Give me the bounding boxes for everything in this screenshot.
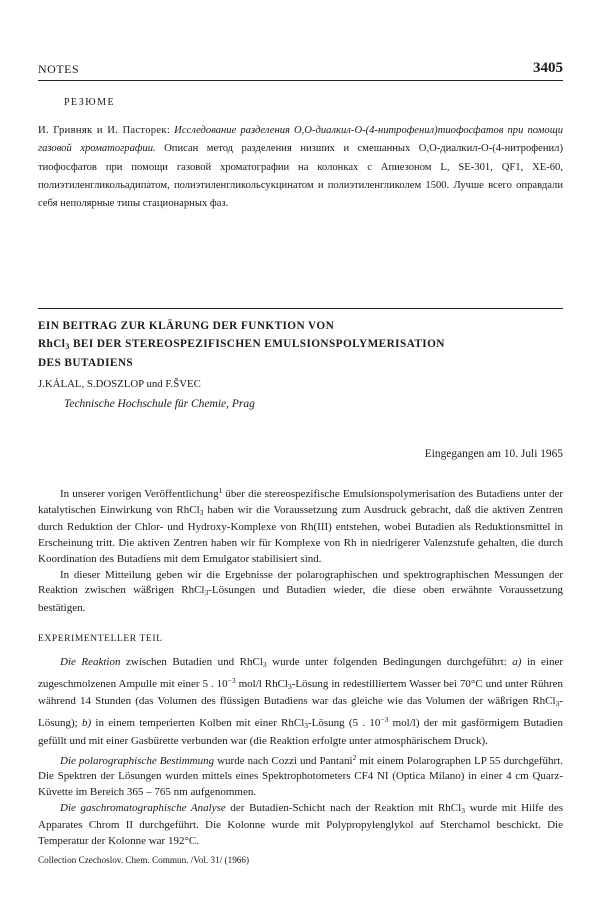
section-rule <box>38 308 563 309</box>
italic-lead: Die gaschromatographische Analyse <box>60 801 226 814</box>
text-run: zwischen Butadien und RhCl <box>120 656 263 668</box>
text-run: der Butadien-Schicht nach der Reaktion mit RhCl <box>225 801 462 814</box>
title-subscript: 3 <box>65 341 70 351</box>
introduction <box>38 483 563 617</box>
reaction-paragraph <box>38 655 563 750</box>
experimental-section <box>38 655 563 850</box>
subscript: 3 <box>199 507 204 517</box>
header-rule <box>38 80 563 81</box>
intro-paragraph-2 <box>38 568 563 617</box>
text-run: in einer zugeschmolzenen Ampulle mit einer 5 . 10 <box>38 656 564 690</box>
italic-lead: Die polarographische Bestimmung <box>60 754 215 767</box>
text-run: -Lösung); <box>38 695 563 730</box>
title-rhcl: RhCl <box>38 337 66 350</box>
polarography-paragraph <box>38 750 563 801</box>
text-run: in einem temperierten Kolben mit einer RhCl <box>91 717 305 730</box>
page-header <box>38 62 563 80</box>
text-run: wurde nach Cozzi und Pantani <box>214 754 353 767</box>
subscript: 3 <box>304 721 308 731</box>
item-marker: a) <box>512 656 522 668</box>
chromatography-paragraph <box>38 801 563 850</box>
text-run: mol/l RhCl <box>235 677 288 690</box>
journal-citation: Collection Czechoslov. Chem. Commun. /Vol. 31/ (1966) <box>38 855 250 865</box>
reference-marker: 1 <box>218 486 223 495</box>
resume-authors: И. Гривняк и И. Пасторек: <box>38 125 171 136</box>
text-run: -Lösung in redestilliertem Wasser bei 70°C und unter Rühren während 14 Stunden (das Volumen des flüssigen Butadiens war das gleiche wie das Volumen der wäßrigen RhCl <box>38 677 563 708</box>
text-run: -Lösung (5 . 10 <box>308 717 381 730</box>
subscript: 3 <box>555 699 560 709</box>
item-marker: b) <box>81 717 92 730</box>
title-line-2-rest: BEI DER STEREOSPEZIFISCHEN EMULSIONSPOLYMERISATION <box>69 337 445 350</box>
article-authors: J.KÁLAL, S.DOSZLOP und F.ŠVEC <box>38 378 201 390</box>
text-run: wurde unter folgenden Bedingungen durchgeführt: <box>266 656 513 668</box>
subscript: 3 <box>204 588 209 598</box>
resume-title: Исследование разделения О,О-диалкил-О-(4-нитрофенил)тиофосфатов при помощи газовой хроматографии. <box>38 125 563 155</box>
text-run: -Lösungen und Butadien wieder, die diese oben erwähnte Voraussetzung bestätigen. <box>38 584 563 614</box>
text-run: haben wir die Voraussetzung zum Ausdruck gebracht, daß die aktiven Zentren durch Reduktion der Chlor- und Hydroxy-Komplexe von Rh(III) entstehen, wobei Butadien als Reduktionsmittel in Erscheinung tritt. Die aktiven Zentren haben wir für Komplexe von Rh in niedrigerer Valenzstufe gehalten, die durch Koordination des Butadiens mit dem Emulgator stabilisiert sind. <box>38 503 564 565</box>
title-line-3: DES BUTADIENS <box>38 357 134 369</box>
subscript: 3 <box>461 805 465 815</box>
text-run: In dieser Mitteilung geben wir die Ergebnisse der polarographischen und spektrographischen Messungen der Reaktion zwischen wäßrigen RhCl <box>38 568 563 597</box>
resume-paragraph <box>38 122 563 213</box>
section-label: NOTES <box>38 62 80 76</box>
subscript: 3 <box>262 660 267 669</box>
reference-marker: 2 <box>352 752 357 762</box>
article-title <box>38 318 563 373</box>
text-run: In unserer vorigen Veröffentlichung <box>60 488 219 500</box>
resume-heading: РЕЗЮМЕ <box>64 97 116 108</box>
title-line-1: EIN BEITRAG ZUR KLÄRUNG DER FUNKTION VON <box>38 320 335 332</box>
resume-text: Описан метод разделения низших и смешанных О,О-диалкил-О-(4-нитрофенил) тиофосфатов при помощи газовой хроматографии на колонках с Апиезоном L, SE-301, QF1, XE-60, полиэтиленгликольадипатом, полиэтиленгликольсукцинатом и полиэтиленгликолем 1500. Лучше всего оправдали себя неполярные типы стационарных фаз. <box>38 143 563 210</box>
text-run: mit einem Polarographen LP 55 durchgeführt. Die Spektren der Lösungen wurden mittels eines Spektrophotometers CF4 NI (Optica Milano) in einer 4 cm Quarz-Küvette im Bereich 365 – 765 nm aufgenommen. <box>38 754 563 798</box>
text-run: mol/l) der mit gasförmigem Butadien gefüllt und mit einer Gasbürette verbunden war (die Reaktion erfolgte unter atmosphärischem Druck). <box>38 717 563 747</box>
exponent: −3 <box>380 715 389 725</box>
received-date: Eingegangen am 10. Juli 1965 <box>424 448 563 460</box>
article-affiliation: Technische Hochschule für Chemie, Prag <box>64 398 255 410</box>
page-number: 3405 <box>533 60 563 76</box>
title-line-2 <box>38 336 563 356</box>
subscript: 3 <box>287 681 292 691</box>
experimental-heading: EXPERIMENTELLER TEIL <box>38 634 163 644</box>
text-run: wurde mit Hilfe des Apparates Chrom II durchgeführt. Die Kolonne wurde mit Polypropylenglykol auf Sterchamol beschickt. Die Temperatur der Kolonne war 192°C. <box>38 801 563 848</box>
text-run: über die stereospezifische Emulsionspolymerisation des Butadiens unter der katalytischen Einwirkung von RhCl <box>38 488 563 516</box>
intro-paragraph-1 <box>38 483 563 568</box>
italic-lead: Die Reaktion <box>60 656 121 668</box>
exponent: −3 <box>227 675 236 685</box>
